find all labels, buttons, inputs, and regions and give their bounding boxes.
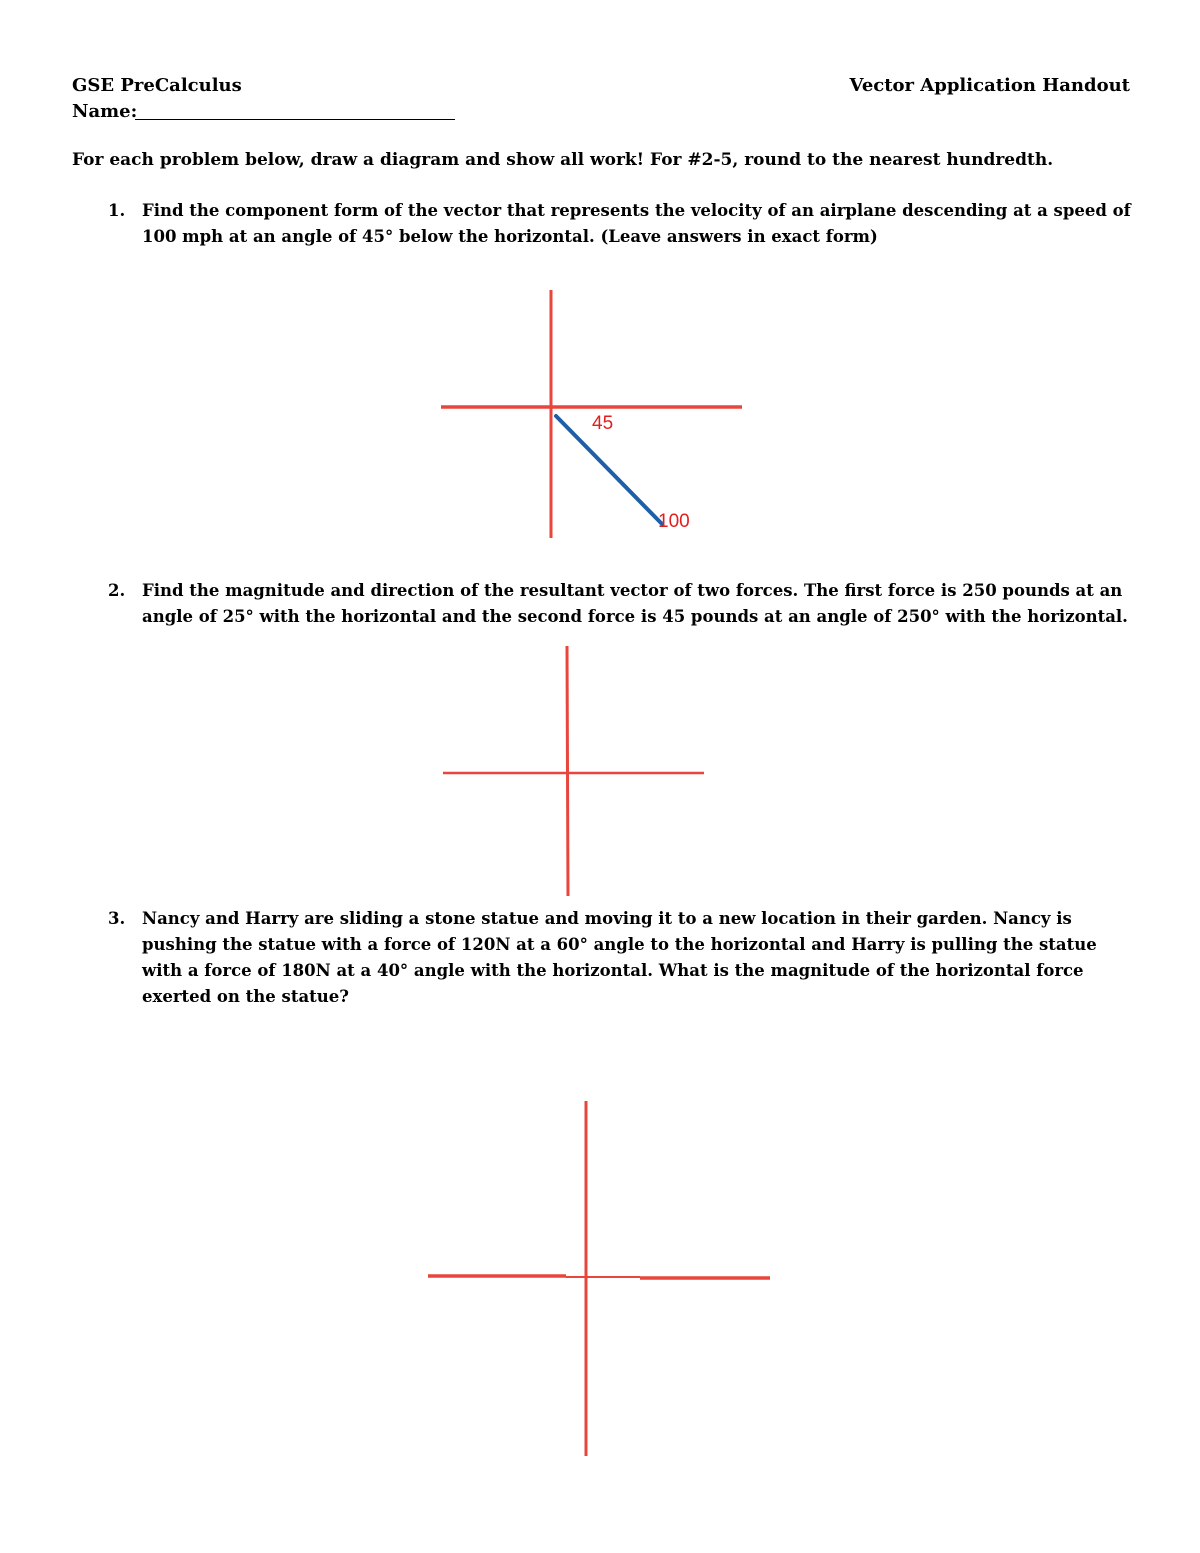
magnitude-label: 100 [658, 511, 690, 532]
angle-label: 45 [592, 413, 614, 434]
problem-text: Find the magnitude and direction of the resultant vector of two forces. The first force is 250 pounds at an angle of 25° with the horizontal and the second force is 45 pounds at an angle of 250° with the horizontal. [142, 581, 1128, 626]
y-axis [567, 646, 568, 896]
handout-title: Vector Application Handout [849, 75, 1130, 96]
diagram-1 [441, 290, 742, 538]
diagram-3 [428, 1101, 770, 1456]
problem-number: 1. [108, 201, 126, 220]
course-title: GSE PreCalculus [72, 75, 242, 96]
name-label: Name: [72, 101, 138, 122]
instructions: For each problem below, draw a diagram and show all work! For #2-5, round to the nearest hundredth. [72, 150, 1054, 170]
diagram-2 [443, 646, 704, 896]
problem-text: Nancy and Harry are sliding a stone statue and moving it to a new location in their garden. Nancy is pushing the statue with a force of 120N at a 60° angle to the horizontal and Harry is pulling the statue with a force of 180N at a 40° angle with the horizontal. What is the magnitude of the horizontal force exerted on the statue? [142, 909, 1097, 1006]
problem-text: Find the component form of the vector that represents the velocity of an airplane descending at a speed of 100 mph at an angle of 45° below the horizontal. (Leave answers in exact form) [142, 201, 1131, 246]
problem-number: 3. [108, 909, 126, 928]
problem-number: 2. [108, 581, 126, 600]
